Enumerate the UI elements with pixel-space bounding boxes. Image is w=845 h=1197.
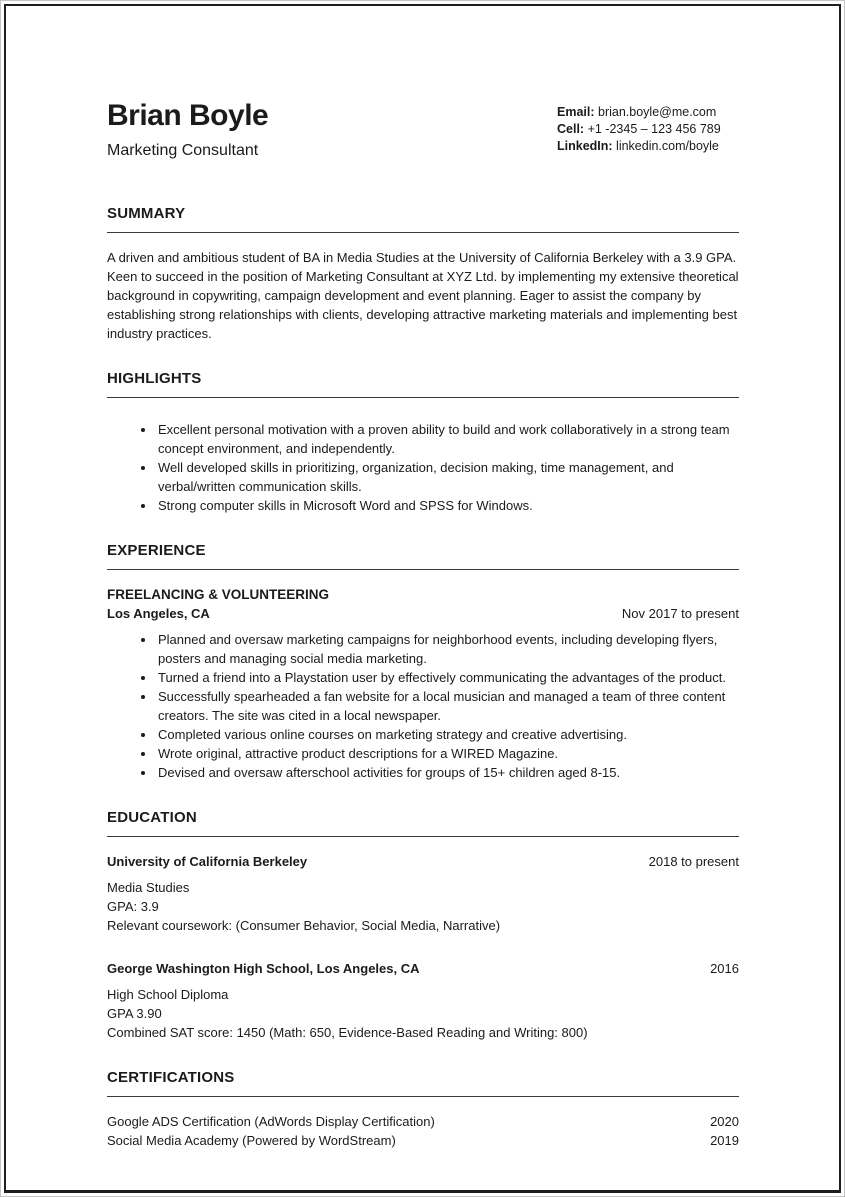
certification-name: Google ADS Certification (AdWords Display Certification) (107, 1114, 435, 1129)
linkedin-label: LinkedIn: (557, 139, 613, 153)
list-item: • Planned and oversaw marketing campaigns for neighborhood events, including developing flyers, posters and managing social media marketing. (156, 630, 739, 668)
resume-content (6, 6, 839, 1150)
list-item: • Excellent personal motivation with a proven ability to build and work collaboratively in a strong team concept environment, and independently. (156, 420, 739, 458)
experience-list (107, 630, 739, 782)
section-rule (107, 232, 739, 233)
contact-email (557, 104, 739, 121)
resume-header (107, 98, 739, 162)
list-item: • Completed various online courses on marketing strategy and creative advertising. (156, 725, 739, 744)
linkedin-value: linkedin.com/boyle (616, 139, 719, 153)
education-detail-line: Combined SAT score: 1450 (Math: 650, Evidence-Based Reading and Writing: 800) (107, 1025, 588, 1040)
education-entry (107, 852, 739, 935)
certification-row (107, 1131, 739, 1150)
list-item: • Successfully spearheaded a fan website for a local musician and managed a team of three content creators. The site was cited in a local newspaper. (156, 687, 739, 725)
certification-rows (107, 1112, 739, 1150)
experience-heading: EXPERIENCE (107, 542, 206, 559)
education-dates: 2018 to present (648, 854, 739, 869)
certification-row (107, 1112, 739, 1131)
person-name: Brian Boyle (107, 99, 269, 132)
education-detail-line: Relevant coursework: (Consumer Behavior, Social Media, Narrative) (107, 918, 501, 933)
section-certifications (107, 1068, 739, 1150)
education-details (107, 878, 739, 935)
certification-year: 2019 (710, 1133, 739, 1148)
person-job-title: Marketing Consultant (107, 142, 259, 159)
education-entry (107, 959, 739, 1042)
contact-cell (557, 121, 739, 138)
email-value: brian.boyle@me.com (598, 105, 717, 119)
school-name: University of California Berkeley (107, 854, 308, 869)
summary-heading: SUMMARY (107, 205, 186, 222)
education-entry-header (107, 852, 739, 871)
education-detail-line: Media Studies (107, 880, 190, 895)
highlights-list (107, 420, 739, 515)
education-entry-header (107, 959, 739, 978)
education-details (107, 985, 739, 1042)
section-rule (107, 836, 739, 837)
list-item: • Wrote original, attractive product descriptions for a WIRED Magazine. (156, 744, 739, 763)
cell-label: Cell: (557, 122, 585, 136)
section-education (107, 808, 739, 1042)
school-name: George Washington High School, Los Angeles, CA (107, 961, 420, 976)
contact-linkedin (557, 138, 739, 155)
highlights-heading: HIGHLIGHTS (107, 370, 202, 387)
list-item: • Devised and oversaw afterschool activities for groups of 15+ children aged 8-15. (156, 763, 739, 782)
job-meta-row (107, 604, 739, 623)
certification-name: Social Media Academy (Powered by WordStream) (107, 1133, 396, 1148)
section-experience (107, 541, 739, 782)
list-item: • Well developed skills in prioritizing, organization, decision making, time management, and verbal/written communication skills. (156, 458, 739, 496)
education-detail-line: GPA 3.90 (107, 1006, 162, 1021)
cell-value: +1 -2345 – 123 456 789 (587, 122, 721, 136)
section-rule (107, 1096, 739, 1097)
education-detail-line: GPA: 3.9 (107, 899, 159, 914)
education-dates: 2016 (710, 961, 739, 976)
list-item: • Turned a friend into a Playstation user by effectively communicating the advantages of the product. (156, 668, 739, 687)
identity-block (107, 98, 268, 162)
email-label: Email: (557, 105, 595, 119)
list-item: • Strong computer skills in Microsoft Word and SPSS for Windows. (156, 496, 739, 515)
job-location: Los Angeles, CA (107, 606, 210, 621)
section-highlights (107, 369, 739, 515)
summary-text: A driven and ambitious student of BA in Media Studies at the University of California Berkeley with a 3.9 GPA. Keen to succeed in the position of Marketing Consultant at XYZ Ltd. by implementing my extensive theoretical background in copywriting, campaign development and event planning. Eager to assist the company by establishing strong relationships with clients, developing attractive marketing materials and implementing best industry practices. (107, 250, 739, 341)
certification-year: 2020 (710, 1114, 739, 1129)
section-rule (107, 569, 739, 570)
section-rule (107, 397, 739, 398)
certifications-heading: CERTIFICATIONS (107, 1069, 235, 1086)
education-detail-line: High School Diploma (107, 987, 229, 1002)
education-heading: EDUCATION (107, 809, 197, 826)
job-dates: Nov 2017 to present (621, 606, 739, 621)
contact-block (557, 104, 739, 155)
page-border-frame (4, 4, 841, 1193)
job-title: FREELANCING & VOLUNTEERING (107, 587, 330, 602)
section-summary (107, 204, 739, 343)
